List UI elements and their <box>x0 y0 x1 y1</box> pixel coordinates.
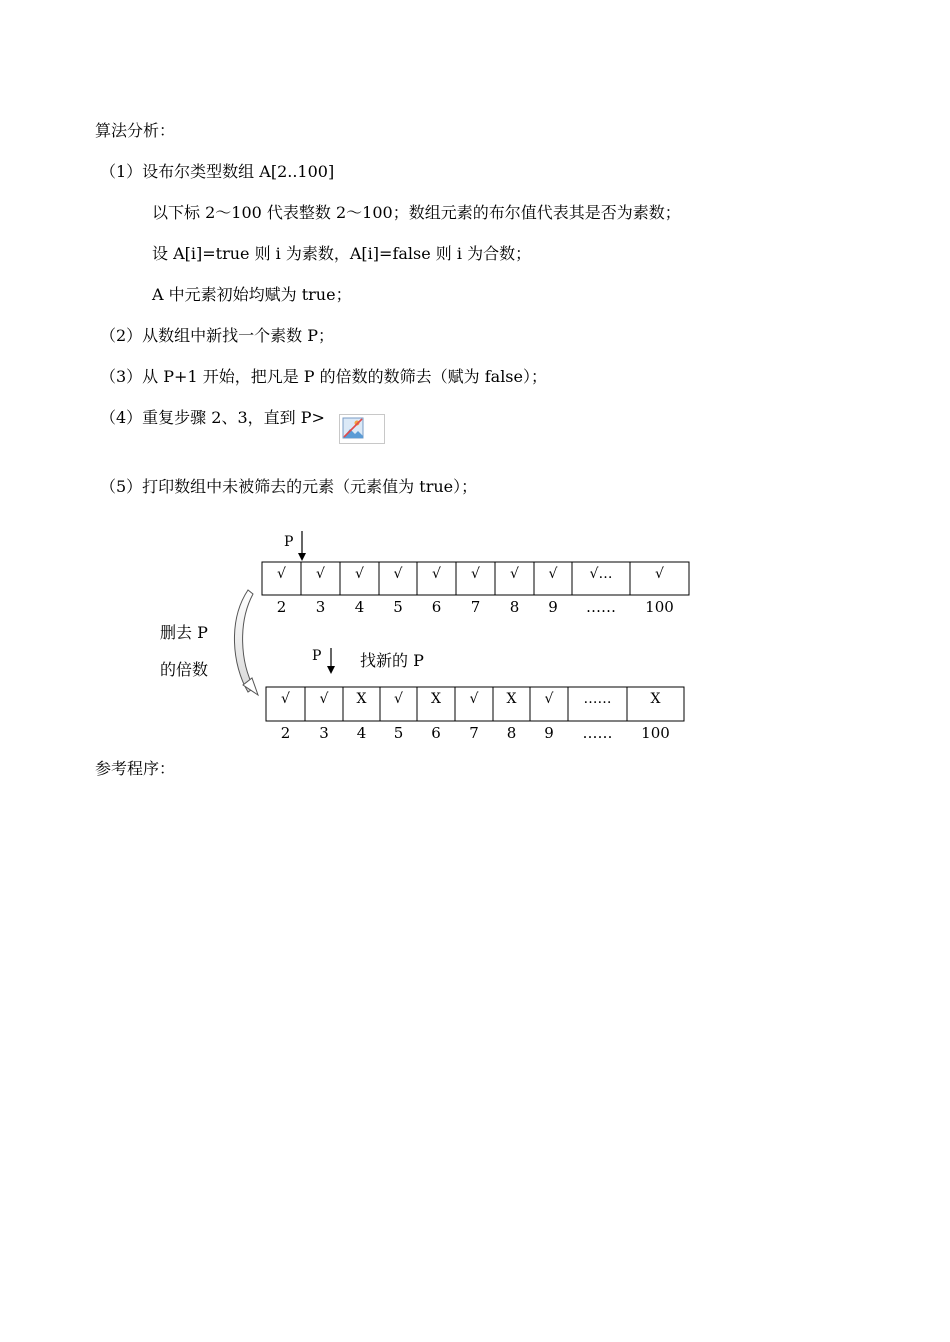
top-cell-value: √ <box>471 566 480 582</box>
top-index-row <box>277 598 674 616</box>
step-1-detail-c: A 中元素初始均赋为 true； <box>152 285 352 304</box>
step-1-detail-b: 设 A[i]=true 则 i 为素数，A[i]=false 则 i 为合数； <box>152 244 532 263</box>
bottom-cell-value: √ <box>394 691 403 707</box>
bottom-pointer-note: 找新的 P <box>360 651 424 670</box>
bottom-cell-value: X <box>506 691 517 707</box>
bottom-array-row <box>266 687 684 721</box>
section-title: 算法分析： <box>95 121 176 140</box>
bottom-index-row <box>281 724 670 742</box>
bottom-index-label: 6 <box>431 724 441 742</box>
top-index-label: 3 <box>315 598 326 616</box>
side-label-line2: 的倍数 <box>160 660 209 679</box>
step-2: （2）从数组中新找一个素数 P； <box>100 326 335 345</box>
step-5: （5）打印数组中未被筛去的元素（元素值为 true）； <box>100 477 478 496</box>
side-label-line1: 删去 P <box>160 623 208 642</box>
top-cell-value: √ <box>316 566 325 582</box>
step-1-detail-a: 以下标 2～100 代表整数 2～100；数组元素的布尔值代表其是否为素数； <box>152 203 681 222</box>
top-pointer-label: P <box>284 534 294 550</box>
top-cell-value: √ <box>355 566 364 582</box>
bottom-cell-value: X <box>650 691 661 707</box>
top-index-label: 6 <box>431 598 442 616</box>
step-3: （3）从 P+1 开始，把凡是 P 的倍数的数筛去（赋为 false）； <box>100 367 547 386</box>
bottom-index-label: 8 <box>506 724 517 742</box>
reference-program-label: 参考程序： <box>95 759 176 778</box>
bottom-cell-value: …… <box>583 691 612 707</box>
bottom-cell-value: √ <box>319 691 329 707</box>
top-index-label: …… <box>586 598 616 616</box>
bottom-index-label: 7 <box>469 724 479 742</box>
bottom-cell-value: X <box>356 691 367 707</box>
step-4: （4）重复步骤 2、3，直到 P> <box>100 408 325 427</box>
bottom-index-label: 4 <box>356 724 367 742</box>
bottom-index-label: 3 <box>319 724 329 742</box>
bottom-index-label: 100 <box>641 724 670 742</box>
bottom-index-label: 5 <box>393 724 404 742</box>
bottom-index-label: 9 <box>544 724 554 742</box>
top-cell-value: √ <box>277 566 286 582</box>
bottom-cell-value: √ <box>469 691 479 707</box>
step-1: （1）设布尔类型数组 A[2..100] <box>100 162 335 181</box>
top-cell-value: √… <box>589 566 613 582</box>
top-pointer-arrowhead <box>298 553 306 561</box>
top-index-label: 4 <box>354 598 365 616</box>
top-index-label: 8 <box>509 598 520 616</box>
bottom-pointer-label: P <box>312 648 322 664</box>
top-index-label: 2 <box>276 598 287 616</box>
top-cell-value: √ <box>510 566 519 582</box>
bottom-pointer-arrowhead <box>327 666 335 674</box>
top-index-label: 9 <box>548 598 558 616</box>
bottom-cell-value: √ <box>281 691 290 707</box>
top-index-label: 100 <box>645 598 674 616</box>
bottom-cell-value: √ <box>544 691 554 707</box>
top-array-row <box>262 562 689 595</box>
top-cell-value: √ <box>548 566 558 582</box>
top-cell-value: √ <box>655 566 664 582</box>
bottom-index-label: 2 <box>280 724 291 742</box>
top-cell-value: √ <box>393 566 403 582</box>
top-index-label: 5 <box>393 598 403 616</box>
top-cell-value: √ <box>432 566 441 582</box>
bottom-index-label: …… <box>582 724 613 742</box>
top-index-label: 7 <box>470 598 481 616</box>
bottom-cell-value: X <box>431 691 441 707</box>
curved-arrow <box>234 590 254 692</box>
